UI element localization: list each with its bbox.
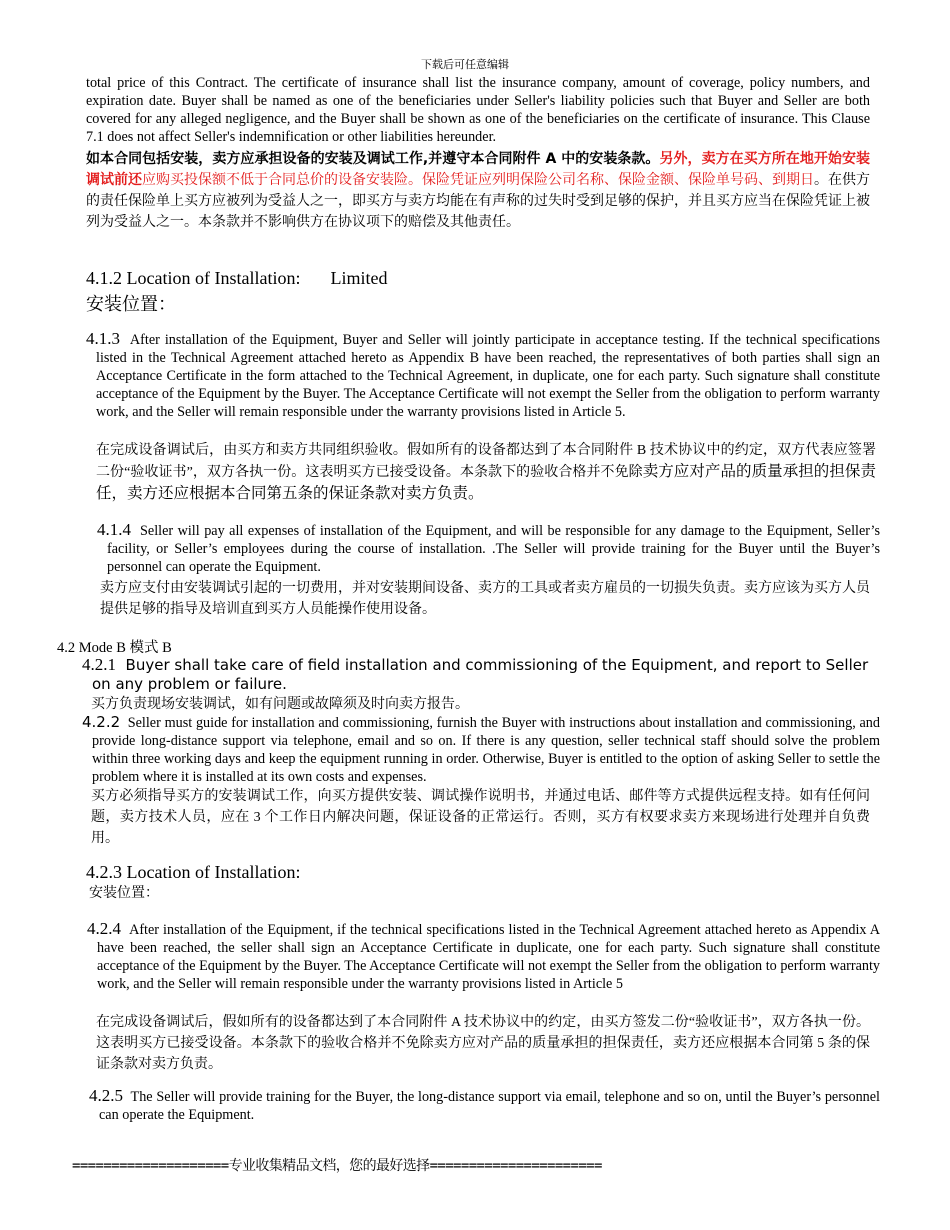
section-4-2-5-text: The Seller will provide training for the Buyer, the long-distance support via email, telephone and so on, until the Buyer’s personnel can operate the Equipment.	[99, 1089, 880, 1123]
installation-terms-text: 如本合同包括安装，卖方应承担设备的安装及调试工作,并遵守本合同附件 A 中的安装条款。	[86, 151, 660, 167]
section-4-2-4-en	[87, 920, 880, 993]
section-4-2-1-zh: 买方负责现场安装调试，如有问题或故障须及时向卖方报告。	[91, 697, 469, 712]
section-4-1-4-zh: 卖方应支付由安装调试引起的一切费用，并对安装期间设备、卖方的工具或者卖方雇员的一切损失负责。卖方应该为买方人员提供足够的指导及培训直到买方人员能操作使用设备。	[100, 581, 870, 617]
section-4-1-3-zh	[96, 440, 876, 505]
section-4-2-4-zh: 在完成设备调试后，假如所有的设备都达到了本合同附件 A 技术协议中的约定，由买方签发二份“验收证书”，双方各执一份。这表明买方已接受设备。本条款下的验收合格并不免除卖方应对产品的质量承担的担保责任，卖方还应根据本合同第 5 条的保证条款对卖方负责。	[96, 1015, 870, 1072]
section-4-1-3-zh-a: 在完成设备调试后，由买方和卖方共同组织验收。假如所有的设备都达到了本合同附件 B 技术协议中的约定，双方代表应签署二份“验收证书”，双方各执一份。这表明买方已接受设备。本条款下的验收合格并不免除	[96, 443, 876, 480]
section-4-2-2-zh: 买方必须指导买方的安装调试工作，向买方提供安装、调试操作说明书，并通过电话、邮件等方式提供远程支持。如有任何问题，卖方技术人员，应在 3 个工作日内解决问题，保证设备的正常运行。否则，买方有权要求卖方来现场进行处理并自负费用。	[91, 789, 870, 846]
insurance-paragraph-zh	[86, 149, 870, 233]
section-4-1-3-en	[86, 330, 880, 421]
section-4-2-4-text: After installation of the Equipment, if the technical specifications listed in the Technical Agreement attached hereto as Appendix A have been reached, the seller shall sign an Acceptance Certificate in duplicate, one for each party. Such signature shall constitute acceptance of the Equipment by the Buyer. The Acceptance Certificate will not exempt the Seller from the obligation to perform warranty work, and the Seller will remain responsible under the warranty provisions listed in Article 5	[97, 922, 881, 992]
section-4-2-5-number: 4.2.5	[89, 1086, 123, 1105]
section-4-1-3-zh-b: 卖方应对产品的质量承担的担保责任，卖方还应根据本合同第五条的保证条款对卖方负责。	[96, 463, 876, 502]
section-4-1-2-title: 4.1.2 Location of Installation:	[86, 268, 301, 288]
page-footer: ====================专业收集精品文档，您的最好选择======================	[72, 1158, 602, 1174]
insurance-paragraph-en: total price of this Contract. The certificate of insurance shall list the insurance company, amount of coverage, policy numbers, and expiration date. Buyer shall be named as one of the beneficiaries under Seller's liability policies such that Buyer and Seller are both covered for any alleged negligence, and the Buyer shall be shown as one of the beneficiaries on the certificate of insurance. This Clause 7.1 does not affect Seller's indemnification or other liabilities hereunder.	[86, 75, 870, 145]
insurance-highlight-bold: 另外，卖方在买方所在地开始安装调试前还	[86, 151, 871, 188]
section-4-2-2-text: Seller must guide for installation and commissioning, furnish the Buyer with instructions about installation and commissioning, and provide long-distance support via telephone, email and so on. If there is any question, seller technical staff should solve the problem within three working days and keep the equipment running in order. Otherwise, Buyer is entitled to the option of asking Seller to settle the problem where it is installed at its own costs and expenses.	[92, 715, 880, 785]
section-4-1-2-zh: 安装位置：	[86, 294, 176, 314]
insurance-highlight: 应购买投保额不低于合同总价的设备安装险。保险凭证应列明保险公司名称、保险金额、保险单号码、到期日	[142, 173, 814, 188]
section-4-2-4-number: 4.2.4	[87, 919, 121, 938]
section-4-1-3-text: After installation of the Equipment, Buyer and Seller will jointly participate in acceptance testing. If the technical specifications listed in the Technical Agreement attached hereto as Appendix B have been reached, the representatives of both parties shall sign an Acceptance Certificate in the form attached to the Technical Agreement, in duplicate, one for each party. Such signature shall constitute acceptance of the Equipment by the Buyer. The Acceptance Certificate will not exempt the Seller from the obligation to perform warranty work, and the Seller will remain responsible under the warranty provisions listed in Article 5.	[96, 332, 881, 420]
installation-location-value: Limited	[330, 268, 388, 288]
section-4-1-2-heading	[86, 268, 387, 289]
section-4-2-2-number: 4.2.2	[82, 713, 121, 731]
section-4-2-2-en	[82, 713, 880, 786]
section-4-2-1-number: 4.2.1	[82, 655, 116, 674]
insurance-rest-text: 。在供方的责任保险单上买方应被列为受益人之一，即买方与卖方均能在有声称的过失时受到足够的保护，并且买方应当在保险凭证上被列为受益人之一。本条款并不影响供方在协议项下的赔偿及其他责任。	[86, 173, 870, 230]
section-4-2-1-text: Buyer shall take care of field installation and commissioning of the Equipment, and report to Seller on any problem or failure.	[92, 656, 869, 693]
page-header: 下载后可任意编辑	[421, 58, 509, 71]
section-4-2-1-en	[82, 655, 882, 694]
section-4-2-3-zh: 安装位置：	[89, 886, 159, 901]
section-4-1-3-number: 4.1.3	[86, 329, 120, 348]
section-4-1-4-en	[97, 521, 880, 576]
section-4-2-3-heading: 4.2.3 Location of Installation:	[86, 862, 301, 882]
section-4-2-5-en	[89, 1087, 880, 1124]
section-4-1-4-number: 4.1.4	[97, 520, 131, 539]
section-4-2-heading: 4.2 Mode B 模式 B	[57, 640, 172, 656]
section-4-1-4-text: Seller will pay all expenses of installation of the Equipment, and will be responsible for any damage to the Equipment, Seller’s facility, or Seller’s employees during the course of installation. .The Seller will provide training for the Buyer until the Buyer’s personnel can operate the Equipment.	[107, 523, 880, 575]
